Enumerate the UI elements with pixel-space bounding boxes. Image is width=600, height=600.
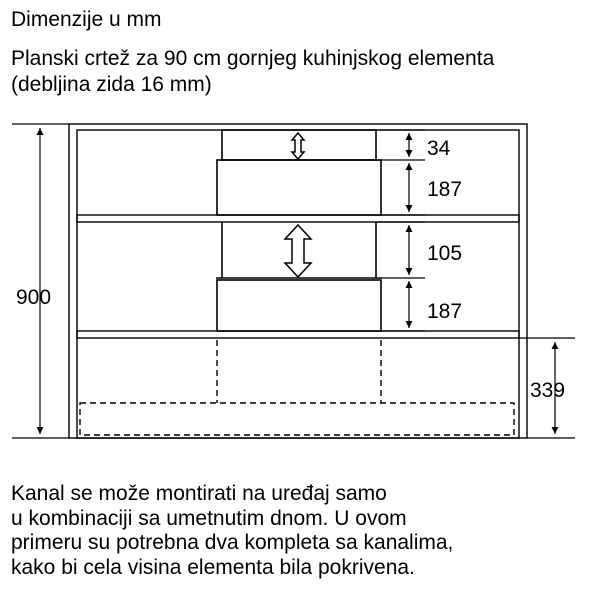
label-lower-hood: 187: [427, 300, 463, 323]
label-bottom-section: 339: [530, 379, 566, 402]
note: [11, 482, 596, 580]
shelf-upper: [77, 215, 519, 222]
subtitle-line-1: Planski crtež za 90 cm gornjeg kuhinjskog elementa: [11, 47, 495, 70]
note-line-1: Kanal se može montirati na uređaj samo: [11, 482, 387, 505]
label-total-height: 900: [16, 286, 52, 309]
label-upper-hood: 187: [427, 178, 463, 201]
subtitle-line-2: (debljina zida 16 mm): [11, 73, 212, 96]
label-middle-gap: 105: [427, 242, 463, 265]
dim-stack-right: [376, 130, 425, 331]
shelf-lower: [77, 331, 519, 338]
outline-arrow-small: [292, 133, 304, 159]
cabinet-frame: [69, 124, 527, 438]
outline-arrow-large: [285, 225, 311, 277]
dim-total-height: [12, 124, 69, 438]
note-line-4: kako bi cela visina elementa bila pokrivena.: [11, 555, 415, 579]
heading: Dimenzije u mm: [11, 8, 162, 31]
note-line-2: u kombinaciji sa umetnutim dnom. U ovom: [11, 506, 407, 530]
note-line-3: primeru su potrebna dva kompleta sa kanalima,: [11, 531, 454, 554]
label-top-gap: 34: [427, 137, 451, 160]
duct-lower-dashed: [80, 340, 514, 435]
insert-floor: [80, 403, 514, 435]
